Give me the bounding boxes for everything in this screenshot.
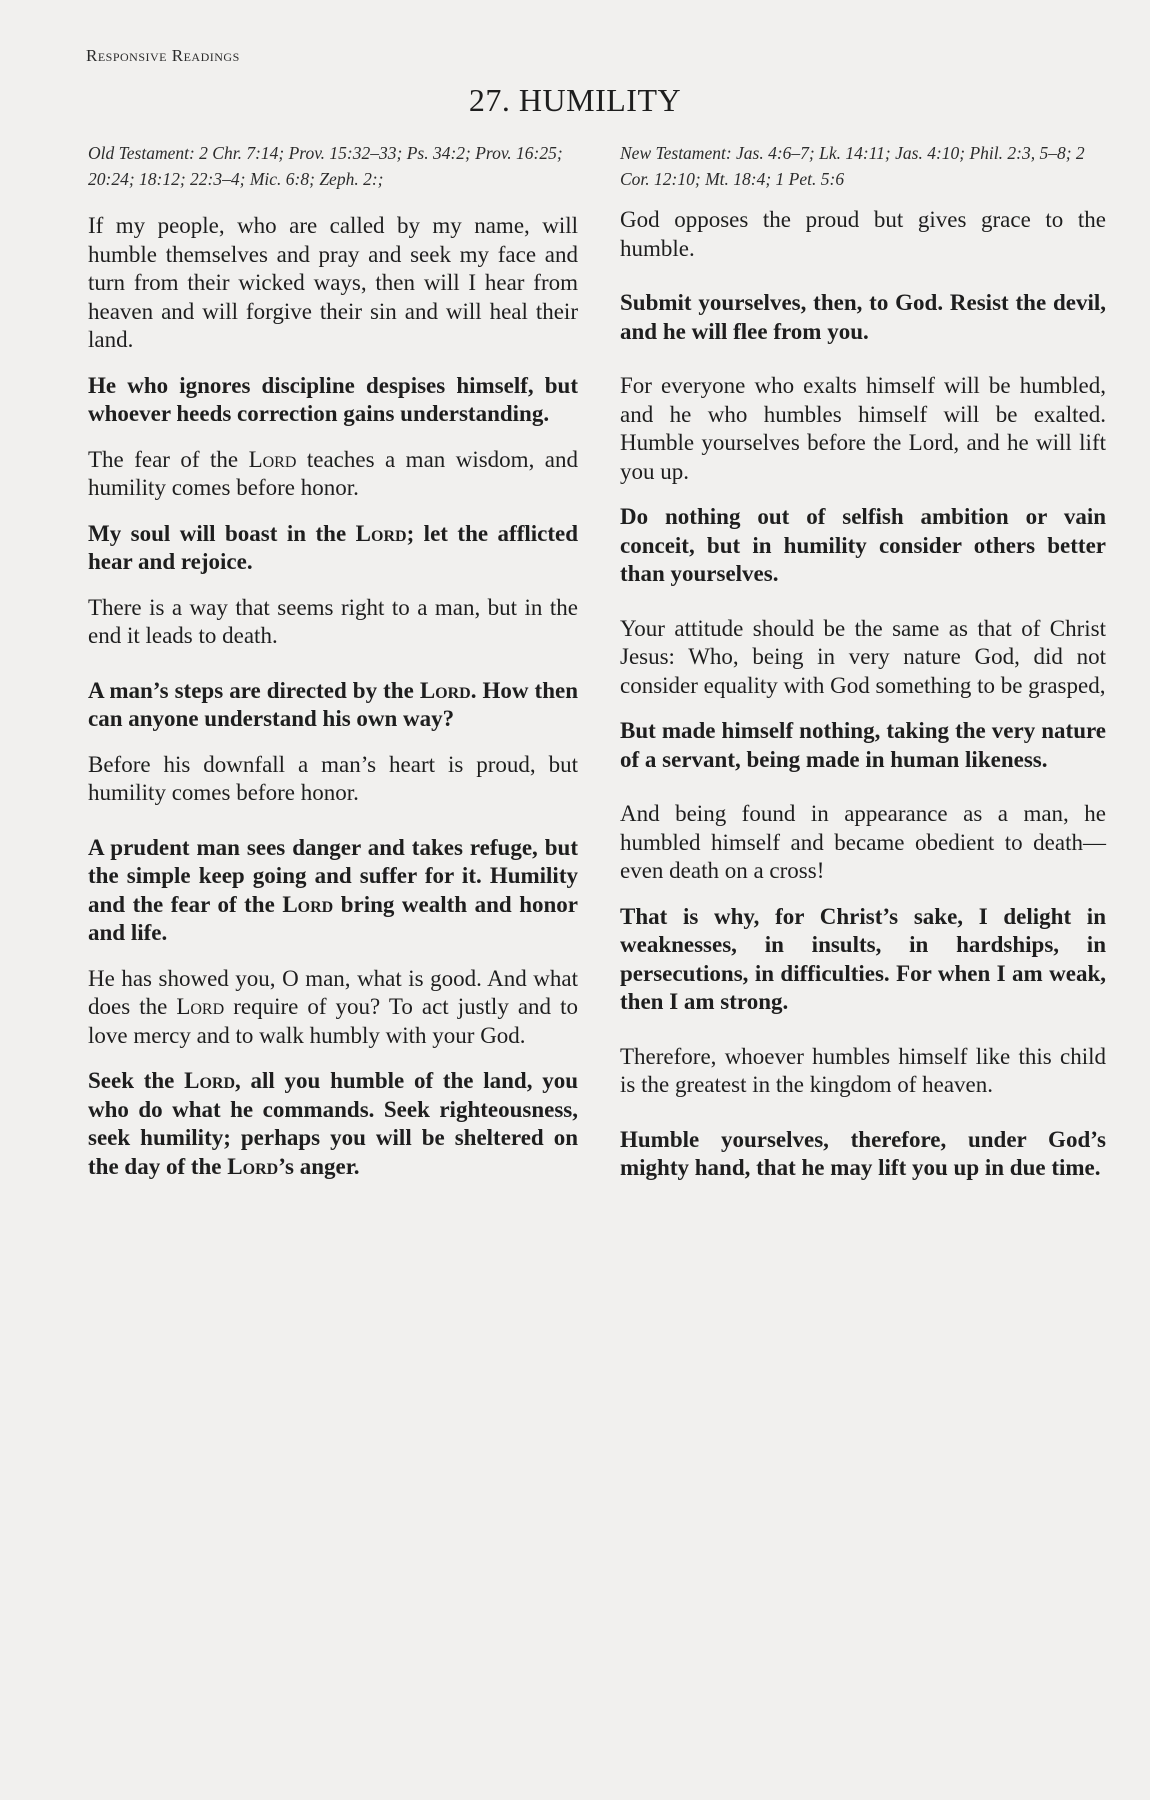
reading-line-5: Your attitude should be the same as that of Christ Jesus: Who, being in very nature God, did not consider equality with God something to be grasped, bbox=[620, 615, 1106, 698]
reading-line-3: For everyone who exalts himself will be humbled, and he who humbles himself will be exalted. Humble yourselves before the Lord, and he will lift you up. bbox=[620, 373, 1106, 484]
reading-line-8: A prudent man sees danger and takes refuge, but the simple keep going and suffer for it. Humility and the fear of the Lord bring wealth and honor and life. bbox=[88, 834, 578, 945]
reading-line-4: Do nothing out of selfish ambition or vain conceit, but in humility consider others better than yourselves. bbox=[620, 504, 1106, 586]
reading-line-9: He has showed you, O man, what is good. And what does the Lord require of you? To act justly and to love mercy and to walk humbly with your God. bbox=[88, 965, 578, 1048]
reading-line-4: My soul will boast in the Lord; let the afflicted hear and rejoice. bbox=[88, 520, 578, 574]
reading-line-10: Seek the Lord, all you humble of the land, you who do what he commands. Seek righteousness, seek humility; perhaps you will be sheltered on the day of the Lord’s anger. bbox=[88, 1068, 578, 1179]
reading-line-6: A man’s steps are directed by the Lord. How then can anyone understand his own way? bbox=[88, 677, 578, 731]
old-testament-references: Old Testament: 2 Chr. 7:14; Prov. 15:32–33; Ps. 34:2; Prov. 16:25; 20:24; 18:12; 22:3–4; Mic. 6:8; Zeph. 2:; bbox=[88, 143, 563, 189]
left-column bbox=[88, 140, 578, 1198]
reading-line-1: If my people, who are called by my name, will humble themselves and pray and seek my face and turn from their wicked ways, then will I hear from heaven and will forgive their sin and will heal their land. bbox=[88, 213, 578, 352]
reading-line-3: The fear of the Lord teaches a man wisdom, and humility comes before honor. bbox=[88, 446, 578, 500]
reading-title: 27. HUMILITY bbox=[468, 82, 682, 118]
reading-line-7: And being found in appearance as a man, he humbled himself and became obedient to death— even death on a cross! bbox=[620, 801, 1106, 883]
reading-line-2: Submit yourselves, then, to God. Resist the devil, and he will flee from you. bbox=[620, 290, 1106, 344]
reading-line-8: That is why, for Christ’s sake, I delight in weaknesses, in insults, in hardships, in persecutions, in difficulties. For when I am weak, then I am strong. bbox=[620, 903, 1106, 1014]
reading-line-1: God opposes the proud but gives grace to the humble. bbox=[620, 207, 1106, 261]
running-head: Responsive Readings bbox=[86, 46, 240, 65]
reading-line-5: There is a way that seems right to a man, but in the end it leads to death. bbox=[88, 594, 578, 648]
reading-line-2: He who ignores discipline despises himself, but whoever heeds correction gains understanding. bbox=[88, 372, 578, 426]
right-column bbox=[620, 140, 1106, 1200]
reading-line-9: Therefore, whoever humbles himself like this child is the greatest in the kingdom of heaven. bbox=[620, 1043, 1106, 1097]
reading-line-6: But made himself nothing, taking the very nature of a servant, being made in human likeness. bbox=[620, 718, 1106, 772]
reading-line-7: Before his downfall a man’s heart is proud, but humility comes before honor. bbox=[88, 751, 578, 805]
new-testament-references: New Testament: Jas. 4:6–7; Lk. 14:11; Jas. 4:10; Phil. 2:3, 5–8; 2 Cor. 12:10; Mt. 18:4; 1 Pet. 5:6 bbox=[620, 143, 1085, 189]
reading-line-10: Humble yourselves, therefore, under God’s mighty hand, that he may lift you up in due time. bbox=[620, 1126, 1106, 1180]
